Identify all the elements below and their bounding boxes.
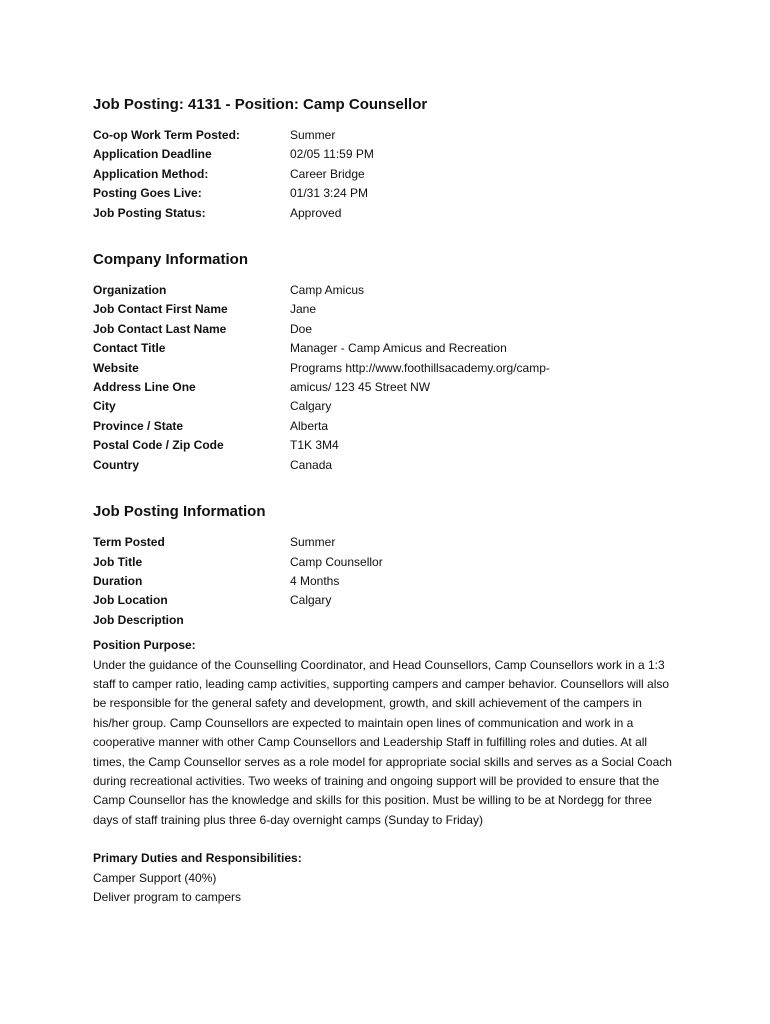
company-label: Country	[93, 457, 139, 472]
summary-label: Job Posting Status:	[93, 205, 206, 220]
summary-value: Summer	[290, 128, 336, 142]
company-value: amicus/ 123 45 Street NW	[290, 380, 431, 395]
job-posting-information-heading: Job Posting Information	[93, 503, 266, 521]
job-label: Job Title	[93, 554, 143, 569]
company-label: Address Line One	[93, 380, 196, 395]
company-value: Manager - Camp Amicus and Recreation	[290, 341, 507, 356]
company-label: Organization	[93, 283, 167, 298]
summary-label: Co-op Work Term Posted:	[93, 128, 240, 142]
summary-label: Application Method:	[93, 166, 209, 181]
summary-value: Career Bridge	[290, 166, 365, 181]
company-information-list	[93, 281, 680, 475]
website-value: Programs http://www.foothillsacademy.org/camp-	[290, 360, 550, 375]
job-posting-information-list	[93, 533, 680, 630]
summary-value: 01/31 3:24 PM	[290, 186, 369, 201]
job-value: 4 Months	[290, 573, 340, 588]
duties-line: Deliver program to campers	[93, 890, 242, 904]
company-value: Jane	[290, 302, 317, 317]
company-information-heading: Company Information	[93, 251, 249, 269]
job-value	[290, 611, 680, 630]
company-label: Job Contact First Name	[93, 302, 228, 317]
summary-label: Posting Goes Live:	[93, 186, 202, 201]
job-label: Job Location	[93, 593, 168, 608]
position-purpose-text: Under the guidance of the Counselling Coordinator, and Head Counsellors, Camp Counsellors work in a 1:3 staff to camper ratio, leading camp activities, supporting campers and camper behavior. Counsellors will also be responsible for the general safety and development, growth, and skill achievement of the campers in his/her group. Camp Counsellors are expected to maintain open lines of communication and work in a cooperative manner with other Camp Counsellors and Leadership Staff in fulfilling roles and duties. At all times, the Camp Counsellor serves as a role model for appropriate social skills and serves as a Social Coach during recreational activities. Two weeks of training and ongoing support will be provided to ensure that the Camp Counsellor has the knowledge and skills for this position. Must be willing to be at Nordegg for three days of staff training plus three 6-day overnight camps (Sunday to Friday)	[93, 657, 672, 827]
summary-value: 02/05 11:59 PM	[290, 147, 374, 162]
primary-duties-heading: Primary Duties and Responsibilities:	[93, 851, 302, 866]
job-value: Calgary	[290, 593, 332, 608]
position-purpose-heading: Position Purpose:	[93, 638, 196, 653]
company-label: City	[93, 399, 116, 414]
company-label: Province / State	[93, 418, 184, 433]
summary-label: Application Deadline	[93, 147, 212, 162]
job-value: Camp Counsellor	[290, 554, 383, 569]
job-label: Duration	[93, 573, 143, 588]
duties-line: Camper Support (40%)	[93, 870, 217, 885]
company-value: Canada	[290, 457, 333, 472]
job-label: Job Description	[93, 612, 184, 627]
company-label: Postal Code / Zip Code	[93, 438, 224, 453]
company-value: T1K 3M4	[290, 438, 339, 453]
company-label: Job Contact Last Name	[93, 321, 227, 336]
company-label: Contact Title	[93, 341, 166, 356]
page-title: Job Posting: 4131 - Position: Camp Counsellor	[93, 96, 428, 113]
summary-value: Approved	[290, 205, 342, 220]
company-value: Alberta	[290, 418, 329, 433]
summary-list	[93, 126, 680, 223]
job-label: Term Posted	[93, 535, 165, 550]
company-label: Website	[93, 360, 139, 375]
job-value: Summer	[290, 535, 336, 550]
company-value: Calgary	[290, 399, 332, 414]
company-value: Doe	[290, 321, 313, 336]
company-value: Camp Amicus	[290, 283, 365, 298]
